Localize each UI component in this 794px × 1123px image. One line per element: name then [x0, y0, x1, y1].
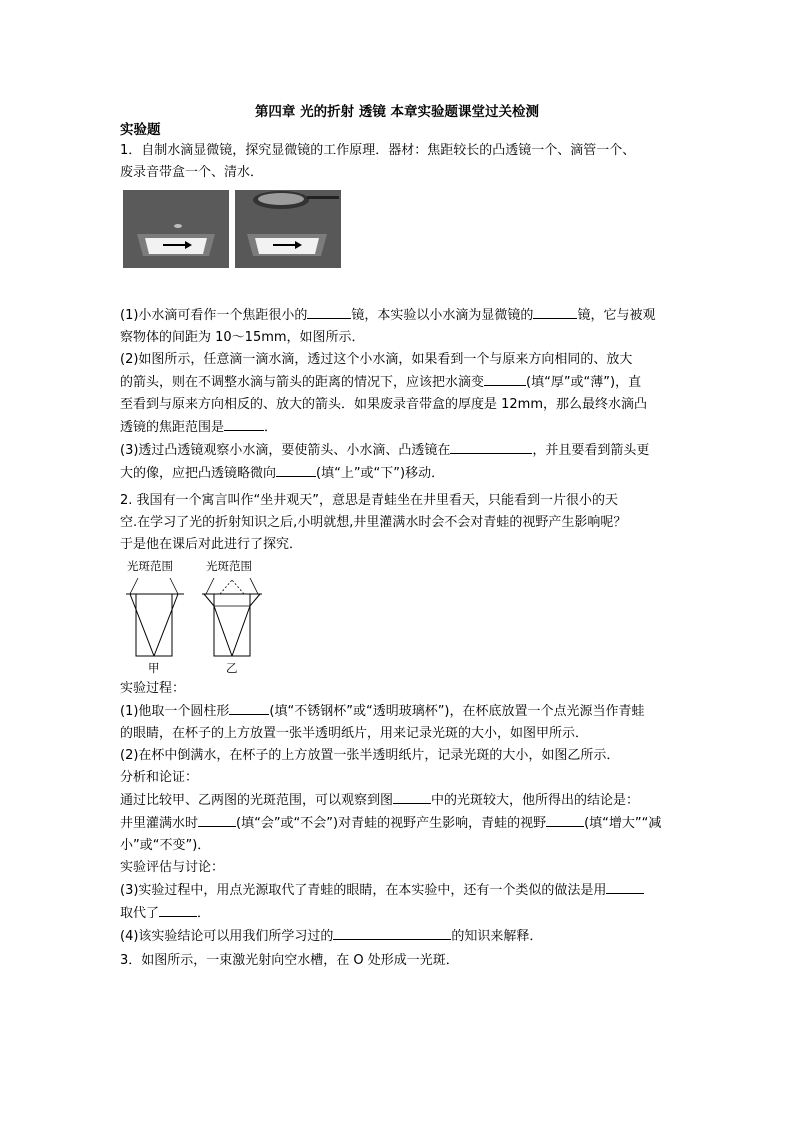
q2-eval-line [120, 925, 680, 948]
text: (4)该实验结论可以用我们所学习过的 [120, 929, 334, 944]
text: (填“上”或“下”)移动． [316, 466, 445, 481]
water-drop-microscope-photo [123, 190, 341, 268]
answer-blank[interactable] [393, 789, 431, 804]
text: 中的光斑较大，他所得出的结论是： [431, 793, 640, 808]
text: (1)小水滴可看作一个焦距很小的 [120, 308, 308, 323]
answer-blank[interactable] [159, 902, 197, 917]
text: (填“厚”或“薄”)，直 [526, 375, 642, 390]
q1-parts [120, 304, 680, 485]
text: 镜，本实验以小水滴为显微镜的 [351, 308, 534, 323]
answer-blank[interactable] [276, 462, 316, 477]
q1-part3-line [120, 462, 680, 485]
text: 通过比较甲、乙两图的光斑范围，可以观察到图 [120, 793, 394, 808]
text: (填“会”或“不会”)对青蛙的视野产生影响，青蛙的视野 [236, 816, 547, 831]
answer-blank[interactable] [224, 416, 264, 431]
text: 透镜的焦距范围是 [120, 420, 225, 435]
text: (3)透过凸透镜观察小水滴，要使箭头、小水滴、凸透镜在 [120, 443, 451, 458]
q2-intro [120, 490, 680, 556]
text: 镜，它与被观 [577, 308, 656, 323]
text: (填“增大”“减 [584, 816, 662, 831]
text: ，并且要看到箭头更 [532, 443, 650, 458]
q2-body [120, 678, 680, 948]
answer-blank[interactable] [484, 371, 526, 386]
answer-blank[interactable] [307, 304, 351, 319]
q2-analysis-line [120, 812, 680, 835]
q2-analysis-line: 小”或“不变”)． [120, 838, 211, 853]
answer-blank[interactable] [546, 812, 584, 827]
page-title: 第四章 光的折射 透镜 本章实验题课堂过关检测 [254, 104, 540, 120]
figure-label-right: 光斑范围 [206, 559, 252, 573]
q3-intro: 3．如图所示，一束激光射向空水槽，在 O 处形成一光斑． [120, 953, 459, 968]
text: 井里灌满水时 [120, 816, 199, 831]
q1-part2-line: 至看到与原来方向相反的、放大的箭头．如果废录音带盒的厚度是 12mm，那么最终水滴凸 [120, 397, 648, 412]
q1-part1-line: 察物体的间距为 10～15mm，如图所示． [120, 330, 365, 345]
q2-analysis-line [120, 789, 680, 812]
answer-blank[interactable] [533, 304, 577, 319]
figure-caption-left: 甲 [148, 661, 160, 675]
answer-blank[interactable] [333, 925, 451, 940]
answer-blank[interactable] [450, 439, 532, 454]
text: ． [197, 906, 211, 921]
q1-part2-line [120, 371, 680, 394]
text: (1)他取一个圆柱形 [120, 704, 230, 719]
answer-blank[interactable] [606, 879, 644, 894]
q1-part2-line [120, 416, 680, 439]
q2-process-heading: 实验过程： [120, 681, 186, 696]
text: 的知识来解释． [451, 929, 543, 944]
q1-intro-line: 废录音带盒一个、清水． [120, 165, 264, 180]
q2-step2-line: (2)在杯中倒满水，在杯子的上方放置一张半透明纸片，记录光斑的大小，如图乙所示． [120, 748, 620, 763]
text: (填“不锈钢杯”或“透明玻璃杯”)，在杯底放置一个点光源当作青蛙 [269, 704, 645, 719]
text: (3)实验过程中，用点光源取代了青蛙的眼睛，在本实验中，还有一个类似的做法是用 [120, 883, 607, 898]
figure-caption-right: 乙 [226, 661, 238, 675]
q1-intro [120, 140, 680, 184]
q1-part1-line [120, 304, 680, 327]
answer-blank[interactable] [229, 700, 269, 715]
text: 大的像，应把凸透镜略微向 [120, 466, 277, 481]
q2-eval-line [120, 879, 680, 902]
q1-part3-line [120, 439, 680, 462]
cup-light-spot-diagram [122, 558, 272, 676]
text: ． [264, 420, 278, 435]
answer-blank[interactable] [198, 812, 236, 827]
q2-eval-line [120, 902, 680, 925]
q2-step1-line [120, 700, 680, 723]
q2-intro-line: 空.在学习了光的折射知识之后,小明就想,井里灌满水时会不会对青蛙的视野产生影响呢？ [120, 515, 627, 530]
text: 的箭头，则在不调整水滴与箭头的距离的情况下，应该把水滴变 [120, 375, 485, 390]
q2-step1-line: 的眼睛，在杯子的上方放置一张半透明纸片，用来记录光斑的大小，如图甲所示． [120, 726, 589, 741]
q2-intro-line: 于是他在课后对此进行了探究． [120, 537, 303, 552]
q2-analysis-heading: 分析和论证： [120, 770, 199, 785]
q1-intro-line: 1．自制水滴显微镜，探究显微镜的工作原理．器材：焦距较长的凸透镜一个、滴管一个、 [120, 143, 636, 158]
q2-intro-line: 2. 我国有一个寓言叫作“坐井观天”，意思是青蛙坐在井里看天，只能看到一片很小的天 [120, 493, 619, 508]
q2-evaluation-heading: 实验评估与讨论： [120, 860, 225, 875]
q1-part2-line: (2)如图所示，任意滴一滴水滴，透过这个小水滴，如果看到一个与原来方向相同的、放大 [120, 352, 633, 367]
text: 取代了 [120, 906, 160, 921]
figure-label-left: 光斑范围 [127, 559, 173, 573]
section-heading: 实验题 [120, 122, 161, 138]
